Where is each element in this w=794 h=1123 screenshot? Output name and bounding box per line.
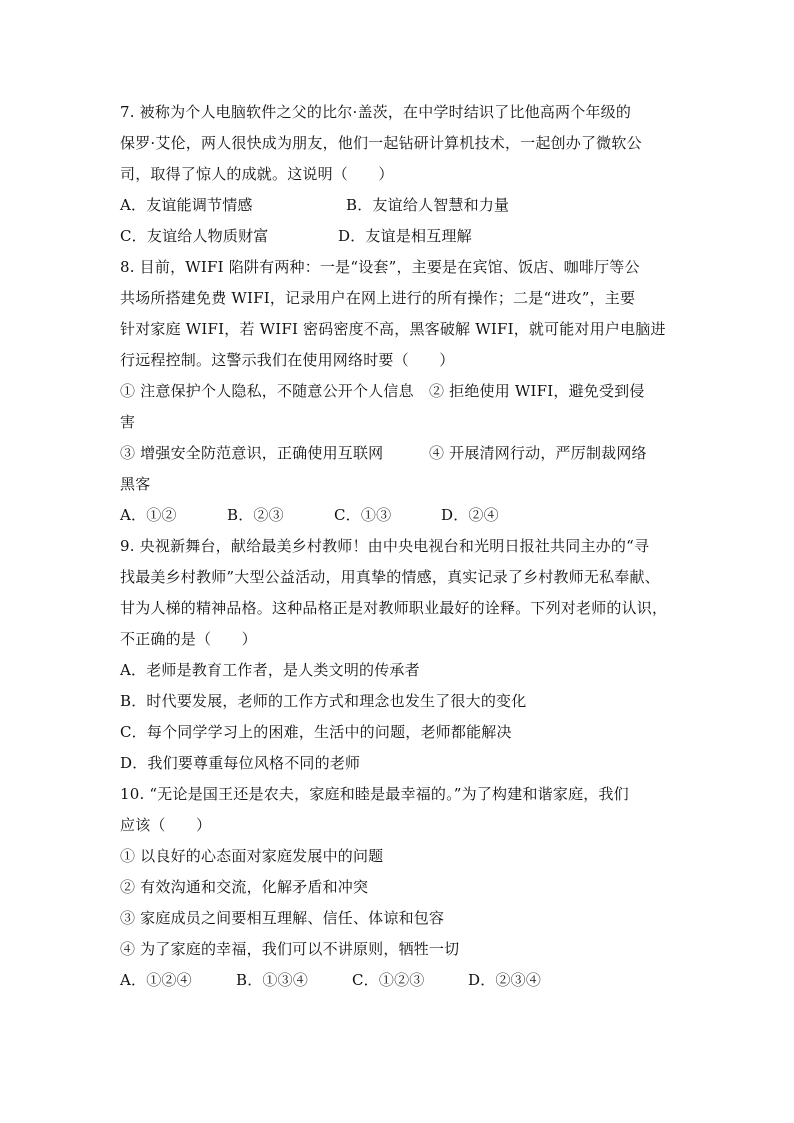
question-10 [120, 779, 680, 996]
question-stem-line: 不正确的是（ ） [120, 630, 257, 648]
answer-options-row [120, 190, 680, 221]
question-stem-line: 7. 被称为个人电脑软件之父的比尔·盖茨，在中学时结识了比他高两个年级的 [120, 103, 632, 121]
option-c: C．每个同学学习上的困难，生活中的问题，老师都能解决 [120, 723, 512, 741]
answer-options-row [120, 500, 680, 531]
statement-line: ④ 为了家庭的幸福，我们可以不讲原则，牺牲一切 [120, 940, 460, 958]
statement-line: ① 注意保护个人隐私，不随意公开个人信息 ② 拒绝使用 WIFI，避免受到侵 [120, 382, 645, 400]
question-stem-line: 9. 央视新舞台，献给最美乡村教师！由中央电视台和光明日报社共同主办的“寻 [120, 537, 650, 555]
option-a: A．①② [120, 506, 177, 524]
question-7 [120, 97, 680, 252]
question-stem-line: 应该（ ） [120, 816, 212, 834]
option-a: A．①②④ [120, 971, 192, 989]
answer-options-row [120, 221, 680, 252]
question-9 [120, 531, 680, 779]
statement-line: 害 [120, 413, 136, 431]
option-b: B．友谊给人智慧和力量 [346, 196, 510, 214]
question-8 [120, 252, 680, 531]
option-a: A．友谊能调节情感 [120, 196, 253, 214]
statement-line: ② 有效沟通和交流，化解矛盾和冲突 [120, 878, 369, 896]
question-stem-line: 共场所搭建免费 WIFI，记录用户在网上进行的所有操作；二是“进攻”，主要 [120, 289, 636, 307]
statement-line: ③ 家庭成员之间要相互理解、信任、体谅和包容 [120, 909, 445, 927]
option-d: D．我们要尊重每位风格不同的老师 [120, 754, 361, 772]
statement-line: 黑客 [120, 475, 151, 493]
answer-options-row [120, 965, 680, 996]
statement-line: ③ 增强安全防范意识，正确使用互联网 ④ 开展清网行动，严厉制裁网络 [120, 444, 647, 462]
question-stem-line: 10. “无论是国王还是农夫，家庭和睦是最幸福的。”为了构建和谐家庭，我们 [120, 785, 629, 803]
option-c: C．①③ [334, 506, 392, 524]
option-b: B．②③ [227, 506, 284, 524]
question-stem-line: 甘为人梯的精神品格。这种品格正是对教师职业最好的诠释。下列对老师的认识， [120, 599, 668, 617]
option-c: C．①②③ [352, 971, 425, 989]
question-stem-line: 司，取得了惊人的成就。这说明（ ） [120, 165, 394, 183]
statement-line: ① 以良好的心态面对家庭发展中的问题 [120, 847, 384, 865]
question-stem-line: 针对家庭 WIFI，若 WIFI 密码密度不高，黑客破解 WIFI，就可能对用户电脑进 [120, 320, 666, 338]
option-b: B．时代要发展，老师的工作方式和理念也发生了很大的变化 [120, 692, 527, 710]
question-stem-line: 找最美乡村教师”大型公益活动，用真挚的情感，真实记录了乡村教师无私奉献、 [120, 568, 660, 586]
option-d: D．②④ [441, 506, 499, 524]
question-stem-line: 8. 目前，WIFI 陷阱有两种：一是“设套”，主要是在宾馆、饭店、咖啡厅等公 [120, 258, 640, 276]
question-stem-line: 保罗·艾伦，两人很快成为朋友，他们一起钻研计算机技术，一起创办了微软公 [120, 134, 642, 152]
option-b: B．①③④ [236, 971, 309, 989]
question-stem-line: 行远程控制。这警示我们在使用网络时要（ ） [120, 351, 455, 369]
option-d: D．友谊是相互理解 [338, 227, 472, 245]
exam-page [120, 97, 680, 996]
option-c: C．友谊给人物质财富 [120, 227, 269, 245]
option-d: D．②③④ [468, 971, 542, 989]
option-a: A．老师是教育工作者，是人类文明的传承者 [120, 661, 420, 679]
